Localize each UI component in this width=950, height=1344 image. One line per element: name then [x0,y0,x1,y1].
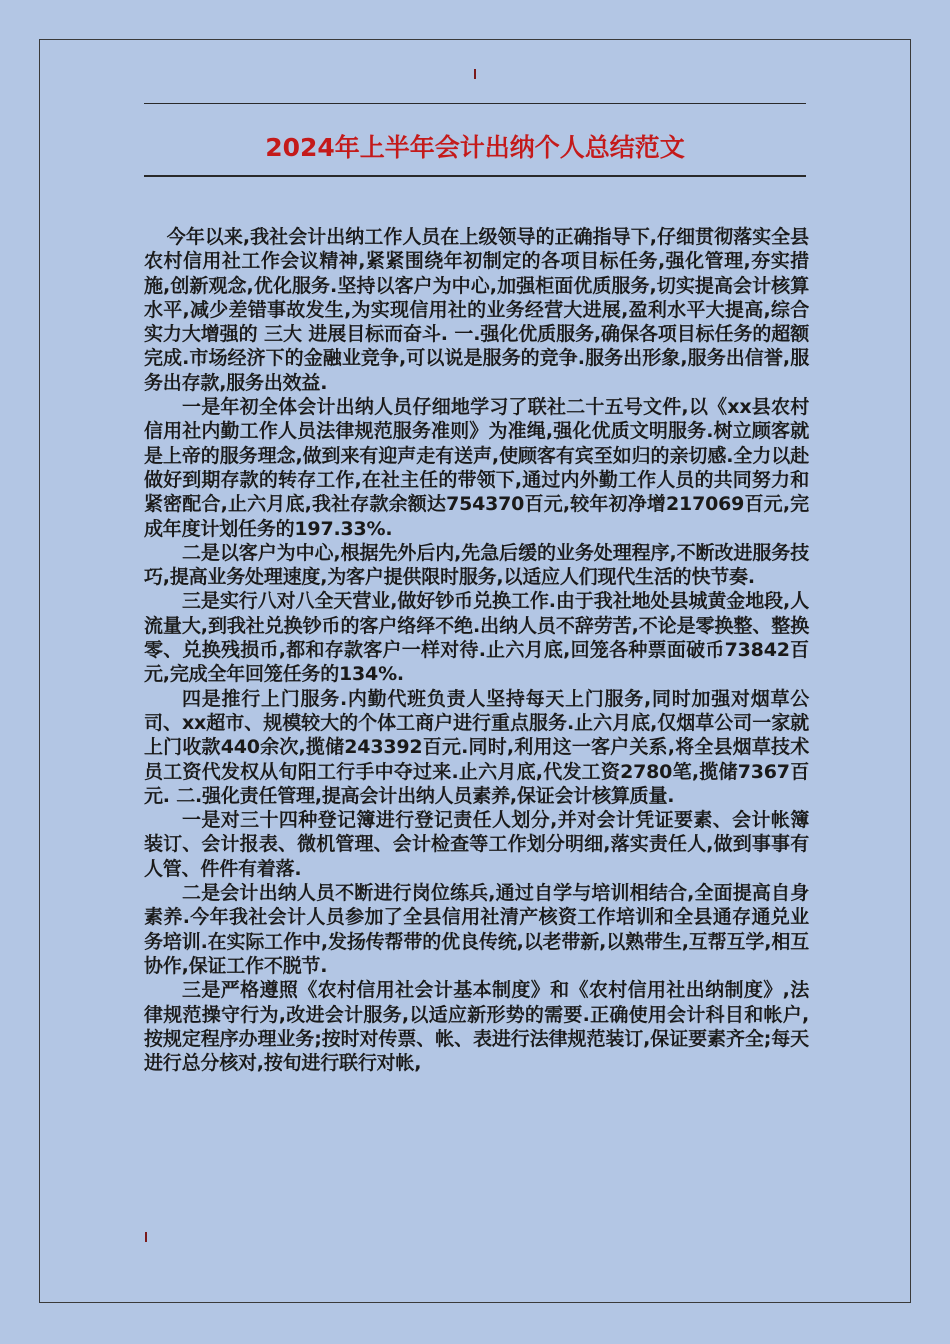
document-title: 2024年上半年会计出纳个人总结范文 [265,133,685,162]
paragraph-regulations: 三是严格遵照《农村信用社会计基本制度》和《农村信用社出纳制度》,法律规范操守行为,改进会计服务,以适应新形势的需要.正确使用会计科目和帐户,按规定程序办理业务;按时对传票、帐、表进行法律规范装订,保证要素齐全;每天进行总分核对,按旬进行联行对帐, [144,979,809,1075]
title-underline [144,175,806,177]
paragraph-intro: 今年以来,我社会计出纳工作人员在上级领导的正确指导下,仔细贯彻落实全县农村信用社工作会议精神,紧紧围绕年初制定的各项目标任务,强化管理,夯实措施,创新观念,优化服务.坚持以客户为中心,加强柜面优质服务,切实提高会计核算水平,减少差错事故发生,为实现信用社的业务经营大进展,盈利水平大提高,综合实力大增强的 三大 进展目标而奋斗. 一.强化优质服务,确保各项目标任务的超额完成.市场经济下的金融业竞争,可以说是服务的竞争.服务出形象,服务出信誉,服务出存款,服务出效益. [144,226,809,394]
header-mark [474,69,476,79]
paragraph-door-service: 四是推行上门服务.内勤代班负责人坚持每天上门服务,同时加强对烟草公司、xx超市、规模较大的个体工商户进行重点服务.止六月底,仅烟草公司一家就上门收款440余次,揽储243392百元.同时,利用这一客户关系,将全县烟草技术员工资代发权从旬阳工行手中夺过来.止六月底,代发工资2780笔,揽储7367百元. 二.强化责任管理,提高会计出纳人员素养,保证会计核算质量. [144,687,809,807]
paragraph-customer-centered: 二是以客户为中心,根据先外后内,先急后缓的业务处理程序,不断改进服务技巧,提高业务处理速度,为客户提供限时服务,以适应人们现代生活的快节奏. [144,541,809,589]
paragraph-registry-responsibility: 一是对三十四种登记簿进行登记责任人划分,并对会计凭证要素、会计帐簿装订、会计报表、微机管理、会计检查等工作划分明细,落实责任人,做到事事有人管、件件有着落. [144,809,809,880]
footer-mark [145,1232,147,1242]
document-body [144,225,809,1075]
paragraph-training: 二是会计出纳人员不断进行岗位练兵,通过自学与培训相结合,全面提高自身素养.今年我社会计人员参加了全县信用社清产核资工作培训和全县通存通兑业务培训.在实际工作中,发扬传帮带的优良传统,以老带新,以熟带生,互帮互学,相互协作,保证工作不脱节. [144,882,809,977]
paragraph-currency-exchange: 三是实行八对八全天营业,做好钞币兑换工作.由于我社地处县城黄金地段,人流量大,到我社兑换钞币的客户络绎不绝.出纳人员不辞劳苦,不论是零换整、整换零、兑换残损币,都和存款客户一样对待.止六月底,回笼各种票面破币73842百元,完成全年回笼任务的134%. [144,590,809,686]
header-rule [144,103,806,104]
paragraph-deposit-service: 一是年初全体会计出纳人员仔细地学习了联社二十五号文件,以《xx县农村信用社内勤工作人员法律规范服务准则》为准绳,强化优质文明服务.树立顾客就是上帝的服务理念,做到来有迎声走有送声,使顾客有宾至如归的亲切感.全力以赴做好到期存款的转存工作,在社主任的带领下,通过内外勤工作人员的共同努力和紧密配合,止六月底,我社存款余额达754370百元,较年初净增217069百元,完成年度计划任务的197.33%. [144,396,809,540]
